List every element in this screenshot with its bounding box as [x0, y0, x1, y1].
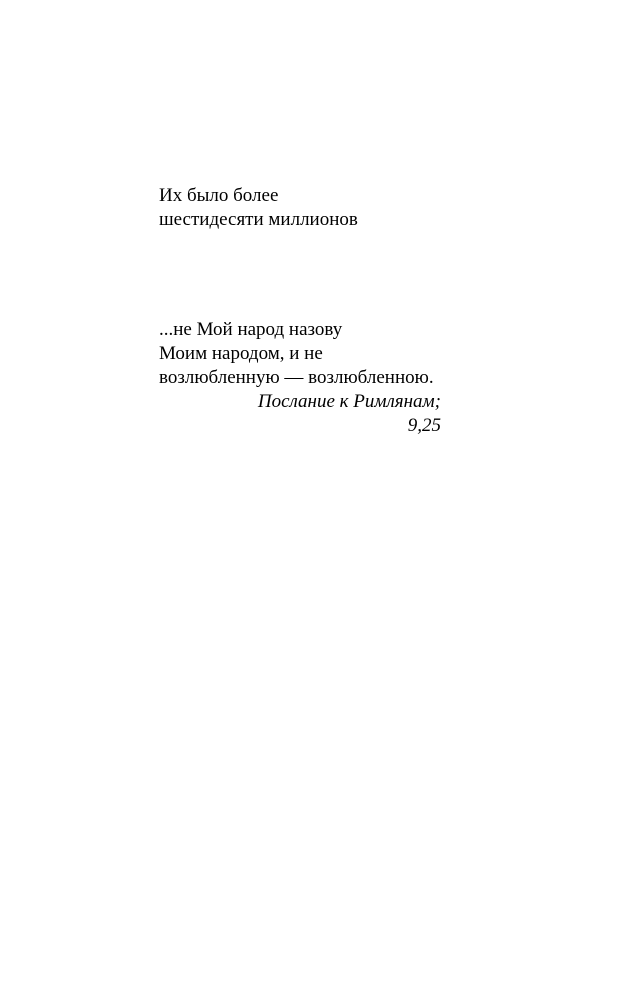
dedication-line: шестидесяти миллионов	[159, 209, 358, 230]
epigraph-line: возлюбленную — возлюбленною.	[159, 367, 434, 388]
dedication-line: Их было более	[159, 185, 279, 206]
epigraph-source: Послание к Римлянам;	[257, 391, 441, 412]
epigraph-source-verse: 9,25	[407, 415, 441, 436]
dedication	[159, 184, 449, 232]
epigraph-line: Моим народом, и не	[159, 343, 323, 364]
epigraph	[159, 318, 449, 438]
epigraph-line: ...не Мой народ назову	[159, 319, 343, 340]
